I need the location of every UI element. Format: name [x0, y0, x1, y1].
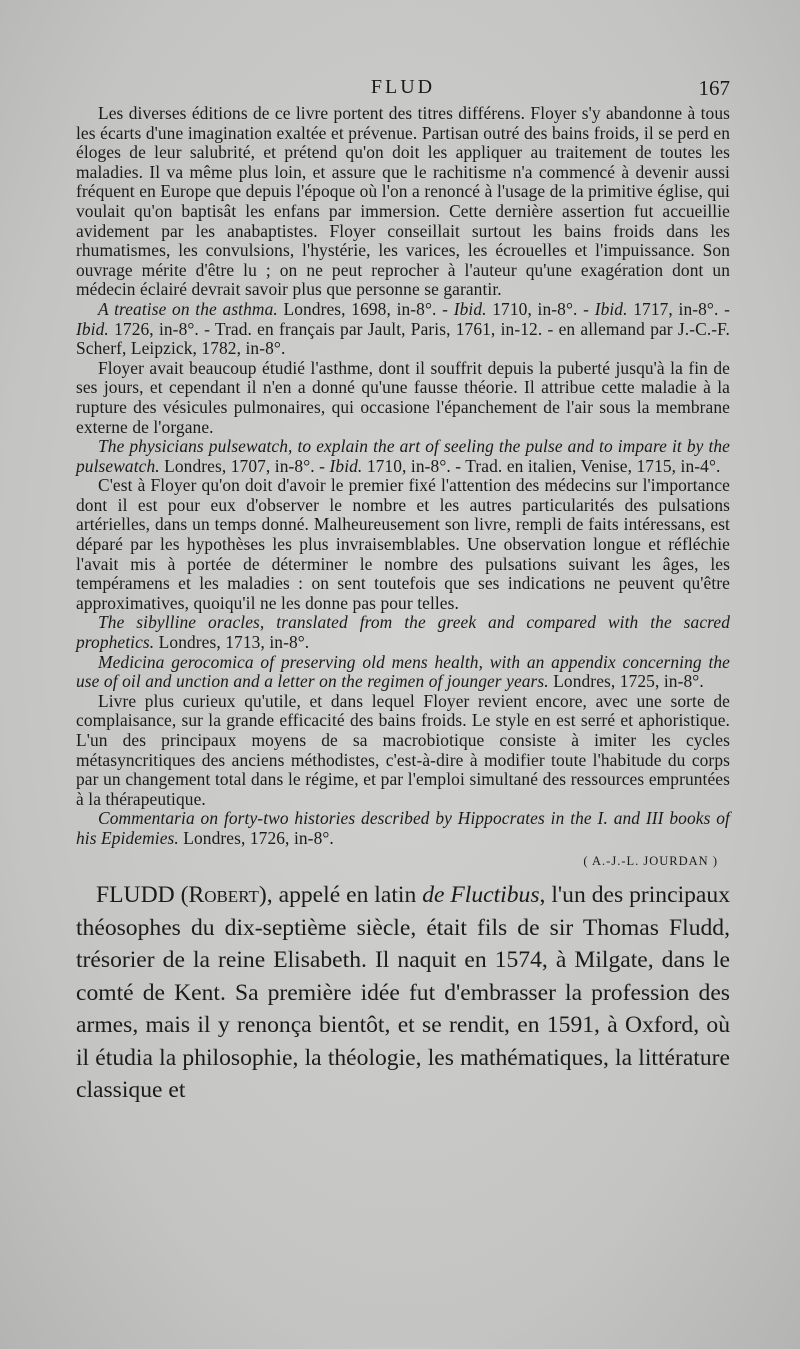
reference-details: Londres, 1725, in-8°. — [548, 671, 704, 692]
ibid: Ibid. — [76, 318, 109, 339]
reference-details: 1710, in-8°. - — [486, 298, 595, 319]
reference-details: Londres, 1698, in-8°. - — [277, 298, 454, 319]
paragraph: FLUDD (Robert), appelé en latin de Fluctibus, l'un des principaux théosophes du dix-septième siècle, était fils de sir Thomas Fludd, trésorier de la reine Elisabeth. Il naquit en 1574, à Milgate, dans le comté de Kent. Sa première idée fut d'embrasser la profession des armes, mais il y renonça bientôt, et se rendit, en 1591, à Oxford, où il étudia la philosophie, la théologie, les mathématiques, la littérature classique et — [76, 882, 730, 1104]
fludd-article — [76, 879, 730, 1107]
reference-details: Londres, 1707, in-8°. - — [159, 455, 330, 476]
bibliographic-reference — [76, 300, 730, 359]
running-head — [76, 76, 730, 102]
entry-first-name: Robert — [188, 882, 259, 909]
reference-details: Londres, 1713, in-8°. — [154, 632, 310, 653]
bibliographic-reference — [76, 809, 730, 848]
ibid: Ibid. — [594, 298, 628, 319]
paragraph: C'est à Floyer qu'on doit d'avoir le premier fixé l'attention des médecins sur l'importance dont il est pour eux d'observer le nombre et les autres particularités des pulsations artérielles, dans un temps donné. Malheureusement son livre, rempli de faits intéressans, est déparé par les hypothèses les plus invraisemblables. Une observation longue et réfléchie l'avait mis à portée de déterminer le nombre des pulsations suivant les âges, les tempéramens et les maladies : on sent toutefois que ses indications ne peuvent qu'être approximatives, quoiqu'il ne les donne pas pour telles. — [76, 475, 730, 613]
work-title: The physicians pulsewatch, to explain the art of seeling the pulse and to impare it by the pulsewatch. — [76, 436, 730, 476]
reference-details: 1726, in-8°. - Trad. en français par Jault, Paris, 1761, in-12. - en allemand par J.-C.-F. Scherf, Leipzick, 1782, in-8°. — [76, 318, 730, 359]
author-signature: ( A.-J.-L. JOURDAN ) — [583, 853, 718, 868]
reference-details: 1717, in-8°. - — [627, 298, 730, 319]
page-number: 167 — [698, 76, 730, 100]
latin-name: de Fluctibus — [422, 882, 540, 909]
work-title: A treatise on the asthma. — [98, 298, 278, 319]
work-title: The sibylline oracles, translated from the greek and compared with the sacred prophetics. — [76, 612, 730, 653]
entry-name: FLUDD — [96, 882, 175, 909]
paragraph: Livre plus curieux qu'utile, et dans lequel Floyer revient encore, avec une sorte de complaisance, sur la grande efficacité des bains froids. Le style en est serré et aphoristique. L'un des principaux moyens de sa macrobiotique consiste à imiter les cycles métasyncritiques des anciens méthodistes, c'est-à-dire à modifier toute l'habitude du corps par un changement total dans le régime, et par l'emploi simultané des ressources empruntées à la thérapeutique. — [76, 690, 730, 809]
reference-details: 1710, in-8°. - Trad. en italien, Venise, 1715, in-4°. — [362, 455, 721, 476]
reference-details: Londres, 1726, in-8°. — [178, 827, 334, 848]
entry-text: , l'un des principaux théosophes du dix-septième siècle, était fils de sir Thomas Fludd, trésorier de la reine Elisabeth. Il naquit en 1574, à Milgate, dans le comté de Kent. Sa première idée fut d'embrasser la profession des armes, mais il y renonça bientôt, et se rendit, en 1591, à Oxford, où il étudia la philosophie, la théologie, les mathématiques, la littérature classique et — [76, 882, 730, 1104]
bibliographic-reference — [76, 653, 730, 692]
work-title: Medicina gerocomica of preserving old mens health, with an appendix concerning the use of oil and unction and a letter on the regimen of jounger years. — [76, 651, 730, 692]
bibliographic-reference — [76, 613, 730, 652]
paragraph: Les diverses éditions de ce livre portent des titres différens. Floyer s'y abandonne à tous les écarts d'une imagination exaltée et prévenue. Partisan outré des bains froids, il se perd en éloges de leur salubrité, et prétend qu'on doit les appliquer au traitement de toutes les maladies. Il va même plus loin, et assure que le rachitisme n'a commencé à devenir aussi fréquent en Europe que depuis l'époque où l'on a renoncé à l'usage de la primitive église, qui voulait qu'on baptisât les enfans par immersion. Cette dernière assertion fut accueillie avidement par les anabaptistes. Floyer conseillait surtout les bains froids dans les rhumatismes, les convulsions, l'hystérie, les varices, les écrouelles et l'impuissance. Son ouvrage mérite d'être lu ; on ne peut reprocher à l'auteur qu'une exagération dont un médecin éclairé devrait savoir plus que personne se garantir. — [76, 103, 730, 300]
ibid: Ibid. — [329, 455, 363, 476]
work-title: Commentaria on forty-two histories described by Hippocrates in the I. and III books of his Epidemies. — [76, 808, 730, 848]
paragraph: Floyer avait beaucoup étudié l'asthme, dont il souffrit depuis la puberté jusqu'à la fin de ses jours, et cependant il n'en a donné qu'une fausse théorie. Il attribue cette maladie à la rupture des vésicules pulmonaires, qui occasione l'épanchement de l'air sous la membrane externe de l'organe. — [76, 357, 730, 437]
running-title: FLUD — [370, 76, 436, 98]
bibliographic-reference — [76, 437, 730, 476]
floyer-article — [76, 104, 730, 871]
ibid: Ibid. — [453, 298, 487, 319]
entry-text: ), appelé en latin — [258, 882, 423, 909]
